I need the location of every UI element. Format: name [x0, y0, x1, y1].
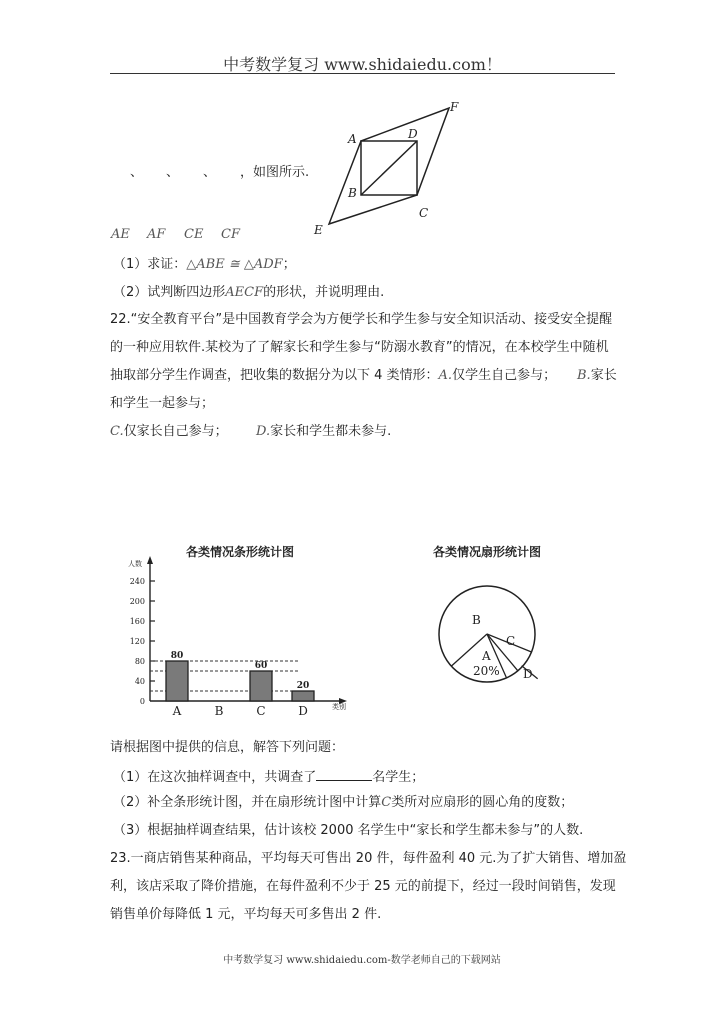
rhombus-square-figure	[305, 98, 465, 238]
q23-line-2: 利，该店采取了降价措施，在每件盈利不少于 25 元的前提下，经过一段时间销售，发现	[110, 879, 616, 894]
pie-label-d: D	[523, 667, 533, 681]
q22-sub-1	[113, 768, 424, 785]
q22-sub-1-after: 名学生；	[372, 770, 425, 785]
q22-sub-2-after: 类所对应扇形的圆心角的度数；	[391, 795, 574, 810]
q21-sep-1: 、	[130, 165, 144, 180]
q21-intro-tail: ，如图所示.	[240, 165, 310, 180]
pie-chart	[415, 535, 565, 695]
x-category-label: A	[172, 704, 182, 718]
q22-sub-2-letter: C	[381, 795, 392, 810]
q22-prompt: 请根据图中提供的信息，解答下列问题：	[110, 740, 345, 755]
pie-label-b: B	[472, 613, 481, 627]
q21-sep-3: 、	[203, 165, 217, 180]
option-c	[110, 425, 228, 439]
option-b-text: 家长	[590, 368, 617, 383]
bar-c	[250, 671, 272, 701]
q22-line-3-main: 抽取部分学生作调查，把收集的数据分为以下 4 类情形：	[110, 368, 439, 383]
page-footer: 中考数学复习 www.shidaiedu.com-数学老师自己的下载网站	[223, 955, 501, 966]
label-b: B	[348, 186, 357, 200]
q23-line-3: 销售单价每降低 1 元，平均每天可多售出 2 件.	[110, 907, 382, 922]
bar-chart-xlabel: 类别	[332, 703, 346, 711]
y-tick-label: 240	[129, 577, 145, 586]
bar-data-label: 60	[254, 661, 268, 671]
option-d-letter: D.	[256, 424, 271, 439]
header-divider	[110, 73, 615, 74]
pie-label-a: A	[482, 649, 491, 663]
diagonal-bd	[361, 141, 417, 195]
y-tick-label: 120	[129, 637, 145, 646]
segment-ae: AE	[111, 227, 130, 242]
bar-d	[292, 691, 314, 701]
option-b-letter: B.	[577, 368, 591, 383]
option-a-text: 仅学生自己参与；	[452, 368, 557, 383]
q22-sub-2-before: （2）补全条形统计图，并在扇形统计图中计算	[113, 795, 382, 810]
q22-sub-3: （3）根据抽样调查结果，估计该校 2000 名学生中“家长和学生都未参与”的人数.	[113, 823, 584, 838]
y-axis-arrow	[147, 556, 153, 564]
x-category-label: C	[256, 704, 266, 718]
bar-chart-ylabel: 人数	[128, 560, 142, 568]
answer-blank[interactable]	[316, 768, 372, 781]
bar-chart-title: 各类情况条形统计图	[185, 545, 295, 559]
rhombus-aecf	[329, 108, 449, 224]
q21-part1-prefix: （1）求证：	[113, 257, 187, 272]
y-tick-label: 80	[134, 657, 145, 666]
y-tick-label: 40	[134, 677, 145, 686]
q22-sub-1-before: （1）在这次抽样调查中，共调查了	[113, 770, 317, 785]
q21-part1-suffix: ；	[282, 257, 296, 272]
option-c-letter: C.	[110, 424, 124, 439]
pie-chart-title: 各类情况扇形统计图	[432, 545, 542, 559]
q21-part2-formula: AECF	[225, 285, 264, 300]
pie-label-c: C	[506, 634, 516, 648]
q21-part2-suffix: 的形状，并说明理由.	[263, 285, 385, 300]
q21-sep-2: 、	[166, 165, 180, 180]
y-tick-label: 200	[129, 597, 145, 606]
bar-a	[166, 661, 188, 701]
option-d-text: 家长和学生都未参与.	[270, 424, 392, 439]
q22-line-1: 22.“安全教育平台”是中国教育学会为方便学长和学生参与安全知识活动、接受安全提醒	[110, 312, 613, 327]
label-d: D	[408, 127, 418, 141]
label-a: A	[348, 132, 357, 146]
q22-line-4: 和学生一起参与；	[110, 396, 215, 411]
q22-sub-2	[113, 796, 573, 810]
pie-percent-label: 20%	[473, 664, 500, 678]
y-tick-label: 160	[129, 617, 145, 626]
q22-line-2: 的一种应用软件.某校为了了解家长和学生参与“防溺水教育”的情况，在本校学生中随机	[110, 340, 609, 355]
q21-part1	[113, 258, 296, 272]
x-category-label: D	[298, 704, 308, 718]
x-category-label: B	[214, 704, 224, 718]
option-a-letter: A.	[438, 368, 453, 383]
q21-part2-prefix: （2）试判断四边形	[113, 285, 226, 300]
label-f: F	[450, 100, 459, 114]
bar-data-label: 20	[296, 681, 310, 691]
segment-af: AF	[147, 227, 166, 242]
bar-data-label: 80	[170, 651, 184, 661]
q22-line-3	[110, 369, 556, 383]
q23-line-1: 23.一商店销售某种商品，平均每天可售出 20 件，每件盈利 40 元.为了扩大销售、增加盈	[110, 851, 627, 866]
bar-chart	[110, 535, 360, 720]
segment-ce: CE	[184, 227, 204, 242]
page-header: 中考数学复习 www.shidaiedu.com！	[223, 55, 502, 74]
label-c: C	[419, 206, 429, 220]
option-c-text: 仅家长自己参与；	[123, 424, 228, 439]
label-e: E	[314, 223, 323, 237]
option-d	[256, 425, 391, 439]
q21-part2	[113, 286, 384, 300]
y-tick-label: 0	[139, 697, 145, 706]
q21-part1-formula: △ABE ≅ △ADF	[186, 257, 283, 272]
option-b	[577, 369, 617, 383]
segment-cf: CF	[221, 227, 240, 242]
